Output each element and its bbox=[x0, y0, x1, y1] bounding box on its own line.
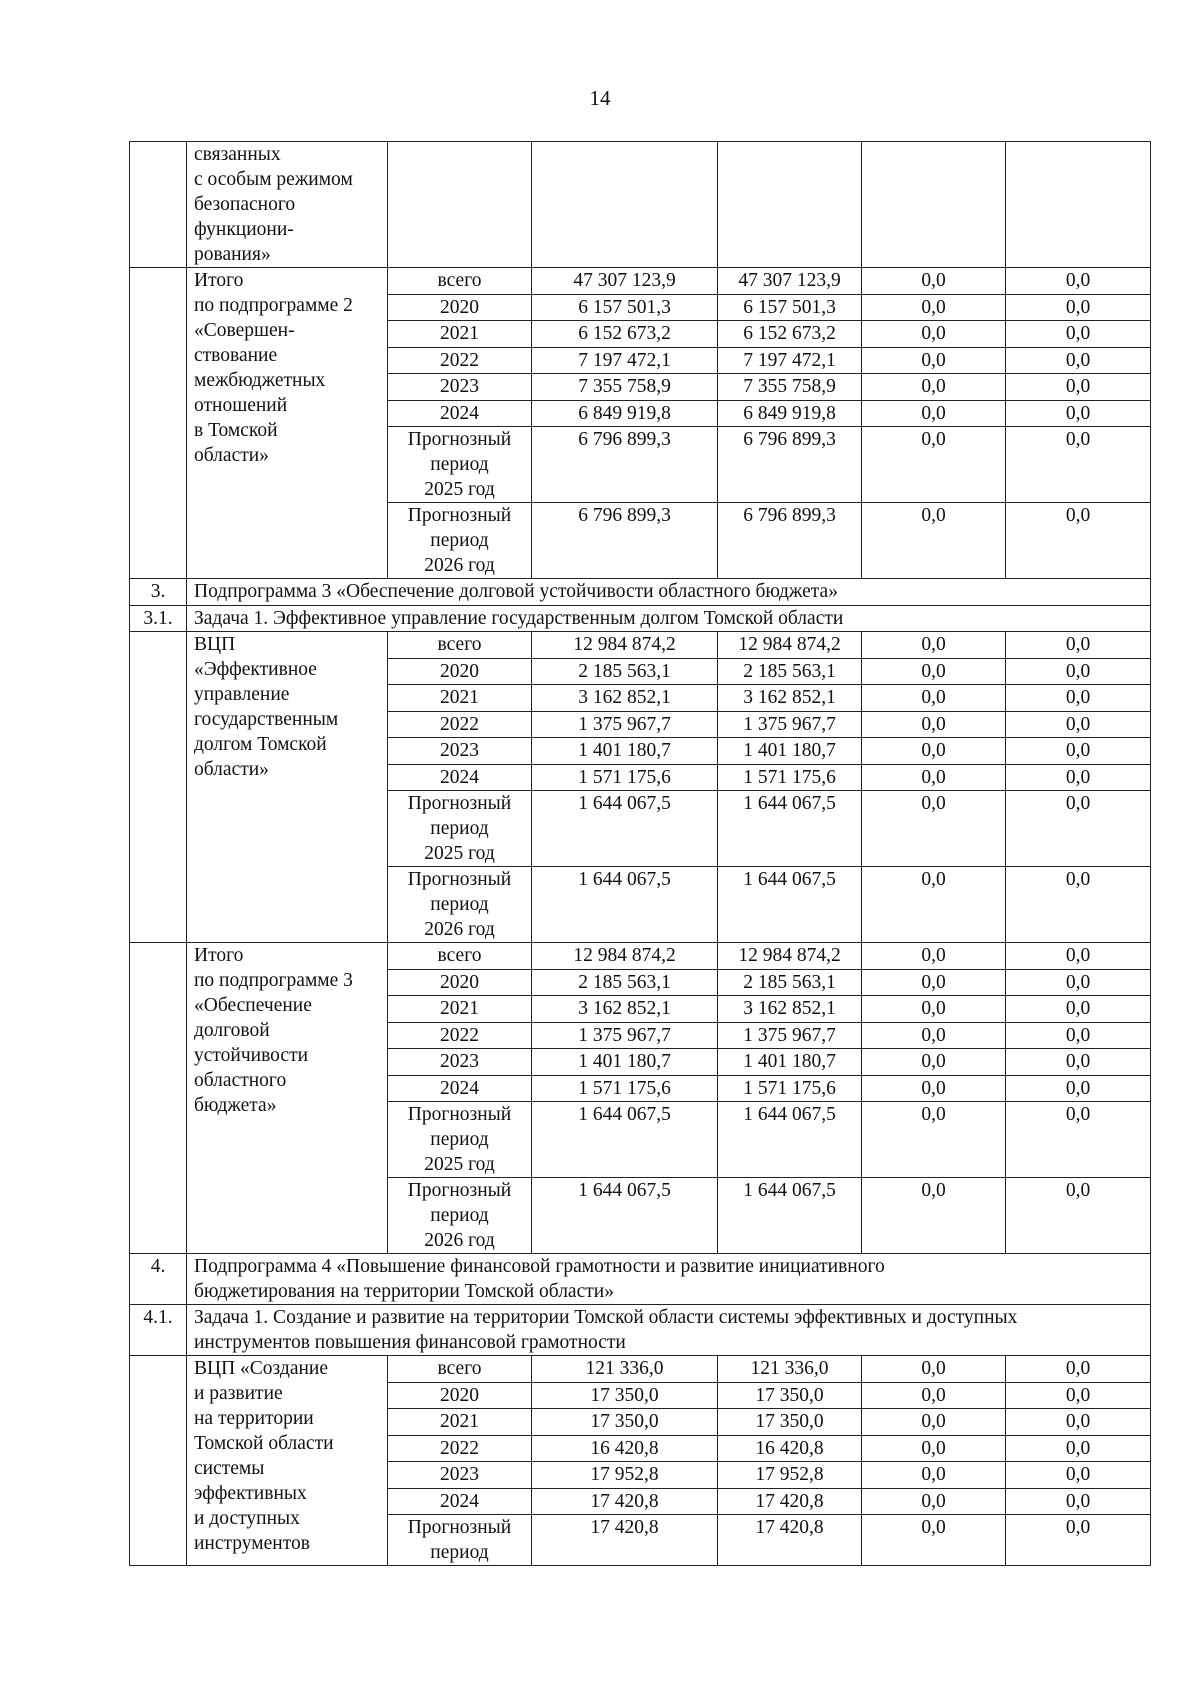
federal-budget-cell: 0,0 bbox=[862, 1356, 1006, 1383]
regional-budget-cell: 1 375 967,7 bbox=[718, 1022, 862, 1049]
regional-budget-cell: 1 644 067,5 bbox=[718, 791, 862, 867]
section-title: Подпрограмма 3 «Обеспечение долговой устойчивости областного бюджета» bbox=[187, 579, 1151, 606]
empty-cell bbox=[718, 142, 862, 268]
other-sources-cell: 0,0 bbox=[1006, 427, 1151, 503]
other-sources-cell: 0,0 bbox=[1006, 791, 1151, 867]
total-amount-cell: 3 162 852,1 bbox=[532, 996, 718, 1023]
other-sources-cell: 0,0 bbox=[1006, 658, 1151, 685]
activity-name-cell: связанных с особым режимом безопасного функциони- рования» bbox=[187, 142, 388, 268]
federal-budget-cell: 0,0 bbox=[862, 1515, 1006, 1566]
regional-budget-cell: 3 162 852,1 bbox=[718, 996, 862, 1023]
section-row bbox=[130, 605, 1151, 632]
regional-budget-cell: 17 420,8 bbox=[718, 1515, 862, 1566]
other-sources-cell: 0,0 bbox=[1006, 969, 1151, 996]
empty-cell bbox=[862, 142, 1006, 268]
federal-budget-cell: 0,0 bbox=[862, 738, 1006, 765]
federal-budget-cell: 0,0 bbox=[862, 347, 1006, 374]
period-cell: Прогнозный период 2025 год bbox=[388, 791, 532, 867]
other-sources-cell: 0,0 bbox=[1006, 374, 1151, 401]
empty-cell bbox=[388, 142, 532, 268]
period-cell: 2021 bbox=[388, 1409, 532, 1436]
regional-budget-cell: 47 307 123,9 bbox=[718, 268, 862, 295]
total-amount-cell: 12 984 874,2 bbox=[532, 943, 718, 970]
other-sources-cell: 0,0 bbox=[1006, 996, 1151, 1023]
period-cell: всего bbox=[388, 632, 532, 659]
row-number-cell bbox=[130, 632, 187, 943]
other-sources-cell: 0,0 bbox=[1006, 1049, 1151, 1076]
regional-budget-cell: 17 420,8 bbox=[718, 1488, 862, 1515]
regional-budget-cell: 1 401 180,7 bbox=[718, 738, 862, 765]
federal-budget-cell: 0,0 bbox=[862, 764, 1006, 791]
regional-budget-cell: 7 197 472,1 bbox=[718, 347, 862, 374]
total-amount-cell: 17 420,8 bbox=[532, 1515, 718, 1566]
period-cell: 2021 bbox=[388, 996, 532, 1023]
row-number-cell bbox=[130, 943, 187, 1254]
period-cell: Прогнозный период 2025 год bbox=[388, 427, 532, 503]
total-amount-cell: 17 420,8 bbox=[532, 1488, 718, 1515]
period-cell: 2024 bbox=[388, 764, 532, 791]
regional-budget-cell: 17 350,0 bbox=[718, 1409, 862, 1436]
regional-budget-cell: 1 375 967,7 bbox=[718, 711, 862, 738]
other-sources-cell: 0,0 bbox=[1006, 867, 1151, 943]
other-sources-cell: 0,0 bbox=[1006, 503, 1151, 579]
period-cell: Прогнозный период 2026 год bbox=[388, 503, 532, 579]
other-sources-cell: 0,0 bbox=[1006, 1462, 1151, 1489]
table-row bbox=[130, 268, 1151, 295]
funding-table bbox=[129, 141, 1151, 1566]
row-number-cell bbox=[130, 268, 187, 579]
period-cell: 2022 bbox=[388, 347, 532, 374]
period-cell: 2020 bbox=[388, 658, 532, 685]
federal-budget-cell: 0,0 bbox=[862, 791, 1006, 867]
total-amount-cell: 17 952,8 bbox=[532, 1462, 718, 1489]
federal-budget-cell: 0,0 bbox=[862, 658, 1006, 685]
total-amount-cell: 1 375 967,7 bbox=[532, 1022, 718, 1049]
total-amount-cell: 1 644 067,5 bbox=[532, 867, 718, 943]
federal-budget-cell: 0,0 bbox=[862, 1049, 1006, 1076]
period-cell: 2021 bbox=[388, 321, 532, 348]
total-amount-cell: 16 420,8 bbox=[532, 1435, 718, 1462]
section-title: Подпрограмма 4 «Повышение финансовой грамотности и развитие инициативного бюджетирования на территории Томской области» bbox=[187, 1254, 1151, 1305]
total-amount-cell: 121 336,0 bbox=[532, 1356, 718, 1383]
regional-budget-cell: 3 162 852,1 bbox=[718, 685, 862, 712]
other-sources-cell: 0,0 bbox=[1006, 347, 1151, 374]
section-row bbox=[130, 1254, 1151, 1305]
regional-budget-cell: 1 644 067,5 bbox=[718, 1178, 862, 1254]
other-sources-cell: 0,0 bbox=[1006, 1178, 1151, 1254]
total-amount-cell: 1 401 180,7 bbox=[532, 738, 718, 765]
period-cell: Прогнозный период 2025 год bbox=[388, 1102, 532, 1178]
total-amount-cell: 47 307 123,9 bbox=[532, 268, 718, 295]
other-sources-cell: 0,0 bbox=[1006, 1435, 1151, 1462]
activity-name-cell: Итого по подпрограмме 3 «Обеспечение долговой устойчивости областного бюджета» bbox=[187, 943, 388, 1254]
period-cell: всего bbox=[388, 1356, 532, 1383]
total-amount-cell: 2 185 563,1 bbox=[532, 658, 718, 685]
federal-budget-cell: 0,0 bbox=[862, 867, 1006, 943]
other-sources-cell: 0,0 bbox=[1006, 1488, 1151, 1515]
federal-budget-cell: 0,0 bbox=[862, 632, 1006, 659]
regional-budget-cell: 7 355 758,9 bbox=[718, 374, 862, 401]
section-row bbox=[130, 579, 1151, 606]
total-amount-cell: 6 152 673,2 bbox=[532, 321, 718, 348]
regional-budget-cell: 1 644 067,5 bbox=[718, 867, 862, 943]
federal-budget-cell: 0,0 bbox=[862, 685, 1006, 712]
other-sources-cell: 0,0 bbox=[1006, 943, 1151, 970]
total-amount-cell: 12 984 874,2 bbox=[532, 632, 718, 659]
total-amount-cell: 3 162 852,1 bbox=[532, 685, 718, 712]
federal-budget-cell: 0,0 bbox=[862, 503, 1006, 579]
period-cell: 2024 bbox=[388, 1075, 532, 1102]
other-sources-cell: 0,0 bbox=[1006, 632, 1151, 659]
other-sources-cell: 0,0 bbox=[1006, 400, 1151, 427]
section-number: 4. bbox=[130, 1254, 187, 1305]
table-row bbox=[130, 1356, 1151, 1383]
period-cell: 2023 bbox=[388, 738, 532, 765]
federal-budget-cell: 0,0 bbox=[862, 374, 1006, 401]
regional-budget-cell: 17 952,8 bbox=[718, 1462, 862, 1489]
page-number: 14 bbox=[589, 86, 611, 110]
other-sources-cell: 0,0 bbox=[1006, 1356, 1151, 1383]
period-cell: 2024 bbox=[388, 1488, 532, 1515]
federal-budget-cell: 0,0 bbox=[862, 1022, 1006, 1049]
regional-budget-cell: 6 152 673,2 bbox=[718, 321, 862, 348]
funding-table-body bbox=[130, 142, 1151, 1566]
regional-budget-cell: 1 644 067,5 bbox=[718, 1102, 862, 1178]
regional-budget-cell: 121 336,0 bbox=[718, 1356, 862, 1383]
section-number: 4.1. bbox=[130, 1305, 187, 1356]
period-cell: всего bbox=[388, 943, 532, 970]
activity-name-cell: Итого по подпрограмме 2 «Совершен- ствование межбюджетных отношений в Томской области» bbox=[187, 268, 388, 579]
period-cell: Прогнозный период 2026 год bbox=[388, 867, 532, 943]
total-amount-cell: 6 796 899,3 bbox=[532, 503, 718, 579]
regional-budget-cell: 2 185 563,1 bbox=[718, 658, 862, 685]
regional-budget-cell: 12 984 874,2 bbox=[718, 632, 862, 659]
other-sources-cell: 0,0 bbox=[1006, 738, 1151, 765]
federal-budget-cell: 0,0 bbox=[862, 1435, 1006, 1462]
regional-budget-cell: 1 571 175,6 bbox=[718, 764, 862, 791]
regional-budget-cell: 12 984 874,2 bbox=[718, 943, 862, 970]
table-row bbox=[130, 142, 1151, 268]
other-sources-cell: 0,0 bbox=[1006, 1409, 1151, 1436]
total-amount-cell: 1 375 967,7 bbox=[532, 711, 718, 738]
federal-budget-cell: 0,0 bbox=[862, 969, 1006, 996]
period-cell: 2023 bbox=[388, 1462, 532, 1489]
period-cell: 2022 bbox=[388, 1435, 532, 1462]
total-amount-cell: 17 350,0 bbox=[532, 1409, 718, 1436]
other-sources-cell: 0,0 bbox=[1006, 1022, 1151, 1049]
total-amount-cell: 2 185 563,1 bbox=[532, 969, 718, 996]
federal-budget-cell: 0,0 bbox=[862, 711, 1006, 738]
period-cell: Прогнозный период bbox=[388, 1515, 532, 1566]
federal-budget-cell: 0,0 bbox=[862, 1382, 1006, 1409]
regional-budget-cell: 6 796 899,3 bbox=[718, 503, 862, 579]
period-cell: 2024 bbox=[388, 400, 532, 427]
row-number-cell bbox=[130, 142, 187, 268]
period-cell: 2021 bbox=[388, 685, 532, 712]
period-cell: Прогнозный период 2026 год bbox=[388, 1178, 532, 1254]
total-amount-cell: 6 849 919,8 bbox=[532, 400, 718, 427]
period-cell: 2022 bbox=[388, 1022, 532, 1049]
total-amount-cell: 17 350,0 bbox=[532, 1382, 718, 1409]
federal-budget-cell: 0,0 bbox=[862, 1488, 1006, 1515]
regional-budget-cell: 2 185 563,1 bbox=[718, 969, 862, 996]
other-sources-cell: 0,0 bbox=[1006, 685, 1151, 712]
period-cell: 2020 bbox=[388, 969, 532, 996]
section-title: Задача 1. Эффективное управление государственным долгом Томской области bbox=[187, 605, 1151, 632]
federal-budget-cell: 0,0 bbox=[862, 1102, 1006, 1178]
federal-budget-cell: 0,0 bbox=[862, 1409, 1006, 1436]
table-row bbox=[130, 943, 1151, 970]
section-row bbox=[130, 1305, 1151, 1356]
period-cell: 2020 bbox=[388, 294, 532, 321]
total-amount-cell: 1 401 180,7 bbox=[532, 1049, 718, 1076]
federal-budget-cell: 0,0 bbox=[862, 321, 1006, 348]
total-amount-cell: 1 571 175,6 bbox=[532, 764, 718, 791]
regional-budget-cell: 1 571 175,6 bbox=[718, 1075, 862, 1102]
federal-budget-cell: 0,0 bbox=[862, 1075, 1006, 1102]
federal-budget-cell: 0,0 bbox=[862, 1178, 1006, 1254]
federal-budget-cell: 0,0 bbox=[862, 294, 1006, 321]
total-amount-cell: 1 571 175,6 bbox=[532, 1075, 718, 1102]
federal-budget-cell: 0,0 bbox=[862, 996, 1006, 1023]
other-sources-cell: 0,0 bbox=[1006, 268, 1151, 295]
federal-budget-cell: 0,0 bbox=[862, 943, 1006, 970]
federal-budget-cell: 0,0 bbox=[862, 400, 1006, 427]
other-sources-cell: 0,0 bbox=[1006, 294, 1151, 321]
period-cell: 2023 bbox=[388, 374, 532, 401]
regional-budget-cell: 6 157 501,3 bbox=[718, 294, 862, 321]
total-amount-cell: 6 157 501,3 bbox=[532, 294, 718, 321]
period-cell: 2020 bbox=[388, 1382, 532, 1409]
other-sources-cell: 0,0 bbox=[1006, 764, 1151, 791]
period-cell: 2023 bbox=[388, 1049, 532, 1076]
section-number: 3.1. bbox=[130, 605, 187, 632]
other-sources-cell: 0,0 bbox=[1006, 321, 1151, 348]
table-row bbox=[130, 632, 1151, 659]
total-amount-cell: 6 796 899,3 bbox=[532, 427, 718, 503]
regional-budget-cell: 6 849 919,8 bbox=[718, 400, 862, 427]
other-sources-cell: 0,0 bbox=[1006, 1102, 1151, 1178]
total-amount-cell: 1 644 067,5 bbox=[532, 1178, 718, 1254]
other-sources-cell: 0,0 bbox=[1006, 1382, 1151, 1409]
activity-name-cell: ВЦП «Создание и развитие на территории Томской области системы эффективных и доступных инструментов bbox=[187, 1356, 388, 1566]
regional-budget-cell: 6 796 899,3 bbox=[718, 427, 862, 503]
section-title: Задача 1. Создание и развитие на территории Томской области системы эффективных и доступных инструментов повышения финансовой грамотности bbox=[187, 1305, 1151, 1356]
activity-name-cell: ВЦП «Эффективное управление государственным долгом Томской области» bbox=[187, 632, 388, 943]
total-amount-cell: 1 644 067,5 bbox=[532, 791, 718, 867]
federal-budget-cell: 0,0 bbox=[862, 1462, 1006, 1489]
period-cell: 2022 bbox=[388, 711, 532, 738]
federal-budget-cell: 0,0 bbox=[862, 427, 1006, 503]
regional-budget-cell: 17 350,0 bbox=[718, 1382, 862, 1409]
empty-cell bbox=[532, 142, 718, 268]
row-number-cell bbox=[130, 1356, 187, 1566]
other-sources-cell: 0,0 bbox=[1006, 1075, 1151, 1102]
federal-budget-cell: 0,0 bbox=[862, 268, 1006, 295]
total-amount-cell: 1 644 067,5 bbox=[532, 1102, 718, 1178]
regional-budget-cell: 1 401 180,7 bbox=[718, 1049, 862, 1076]
other-sources-cell: 0,0 bbox=[1006, 1515, 1151, 1566]
period-cell: всего bbox=[388, 268, 532, 295]
regional-budget-cell: 16 420,8 bbox=[718, 1435, 862, 1462]
section-number: 3. bbox=[130, 579, 187, 606]
total-amount-cell: 7 197 472,1 bbox=[532, 347, 718, 374]
total-amount-cell: 7 355 758,9 bbox=[532, 374, 718, 401]
other-sources-cell: 0,0 bbox=[1006, 711, 1151, 738]
empty-cell bbox=[1006, 142, 1151, 268]
